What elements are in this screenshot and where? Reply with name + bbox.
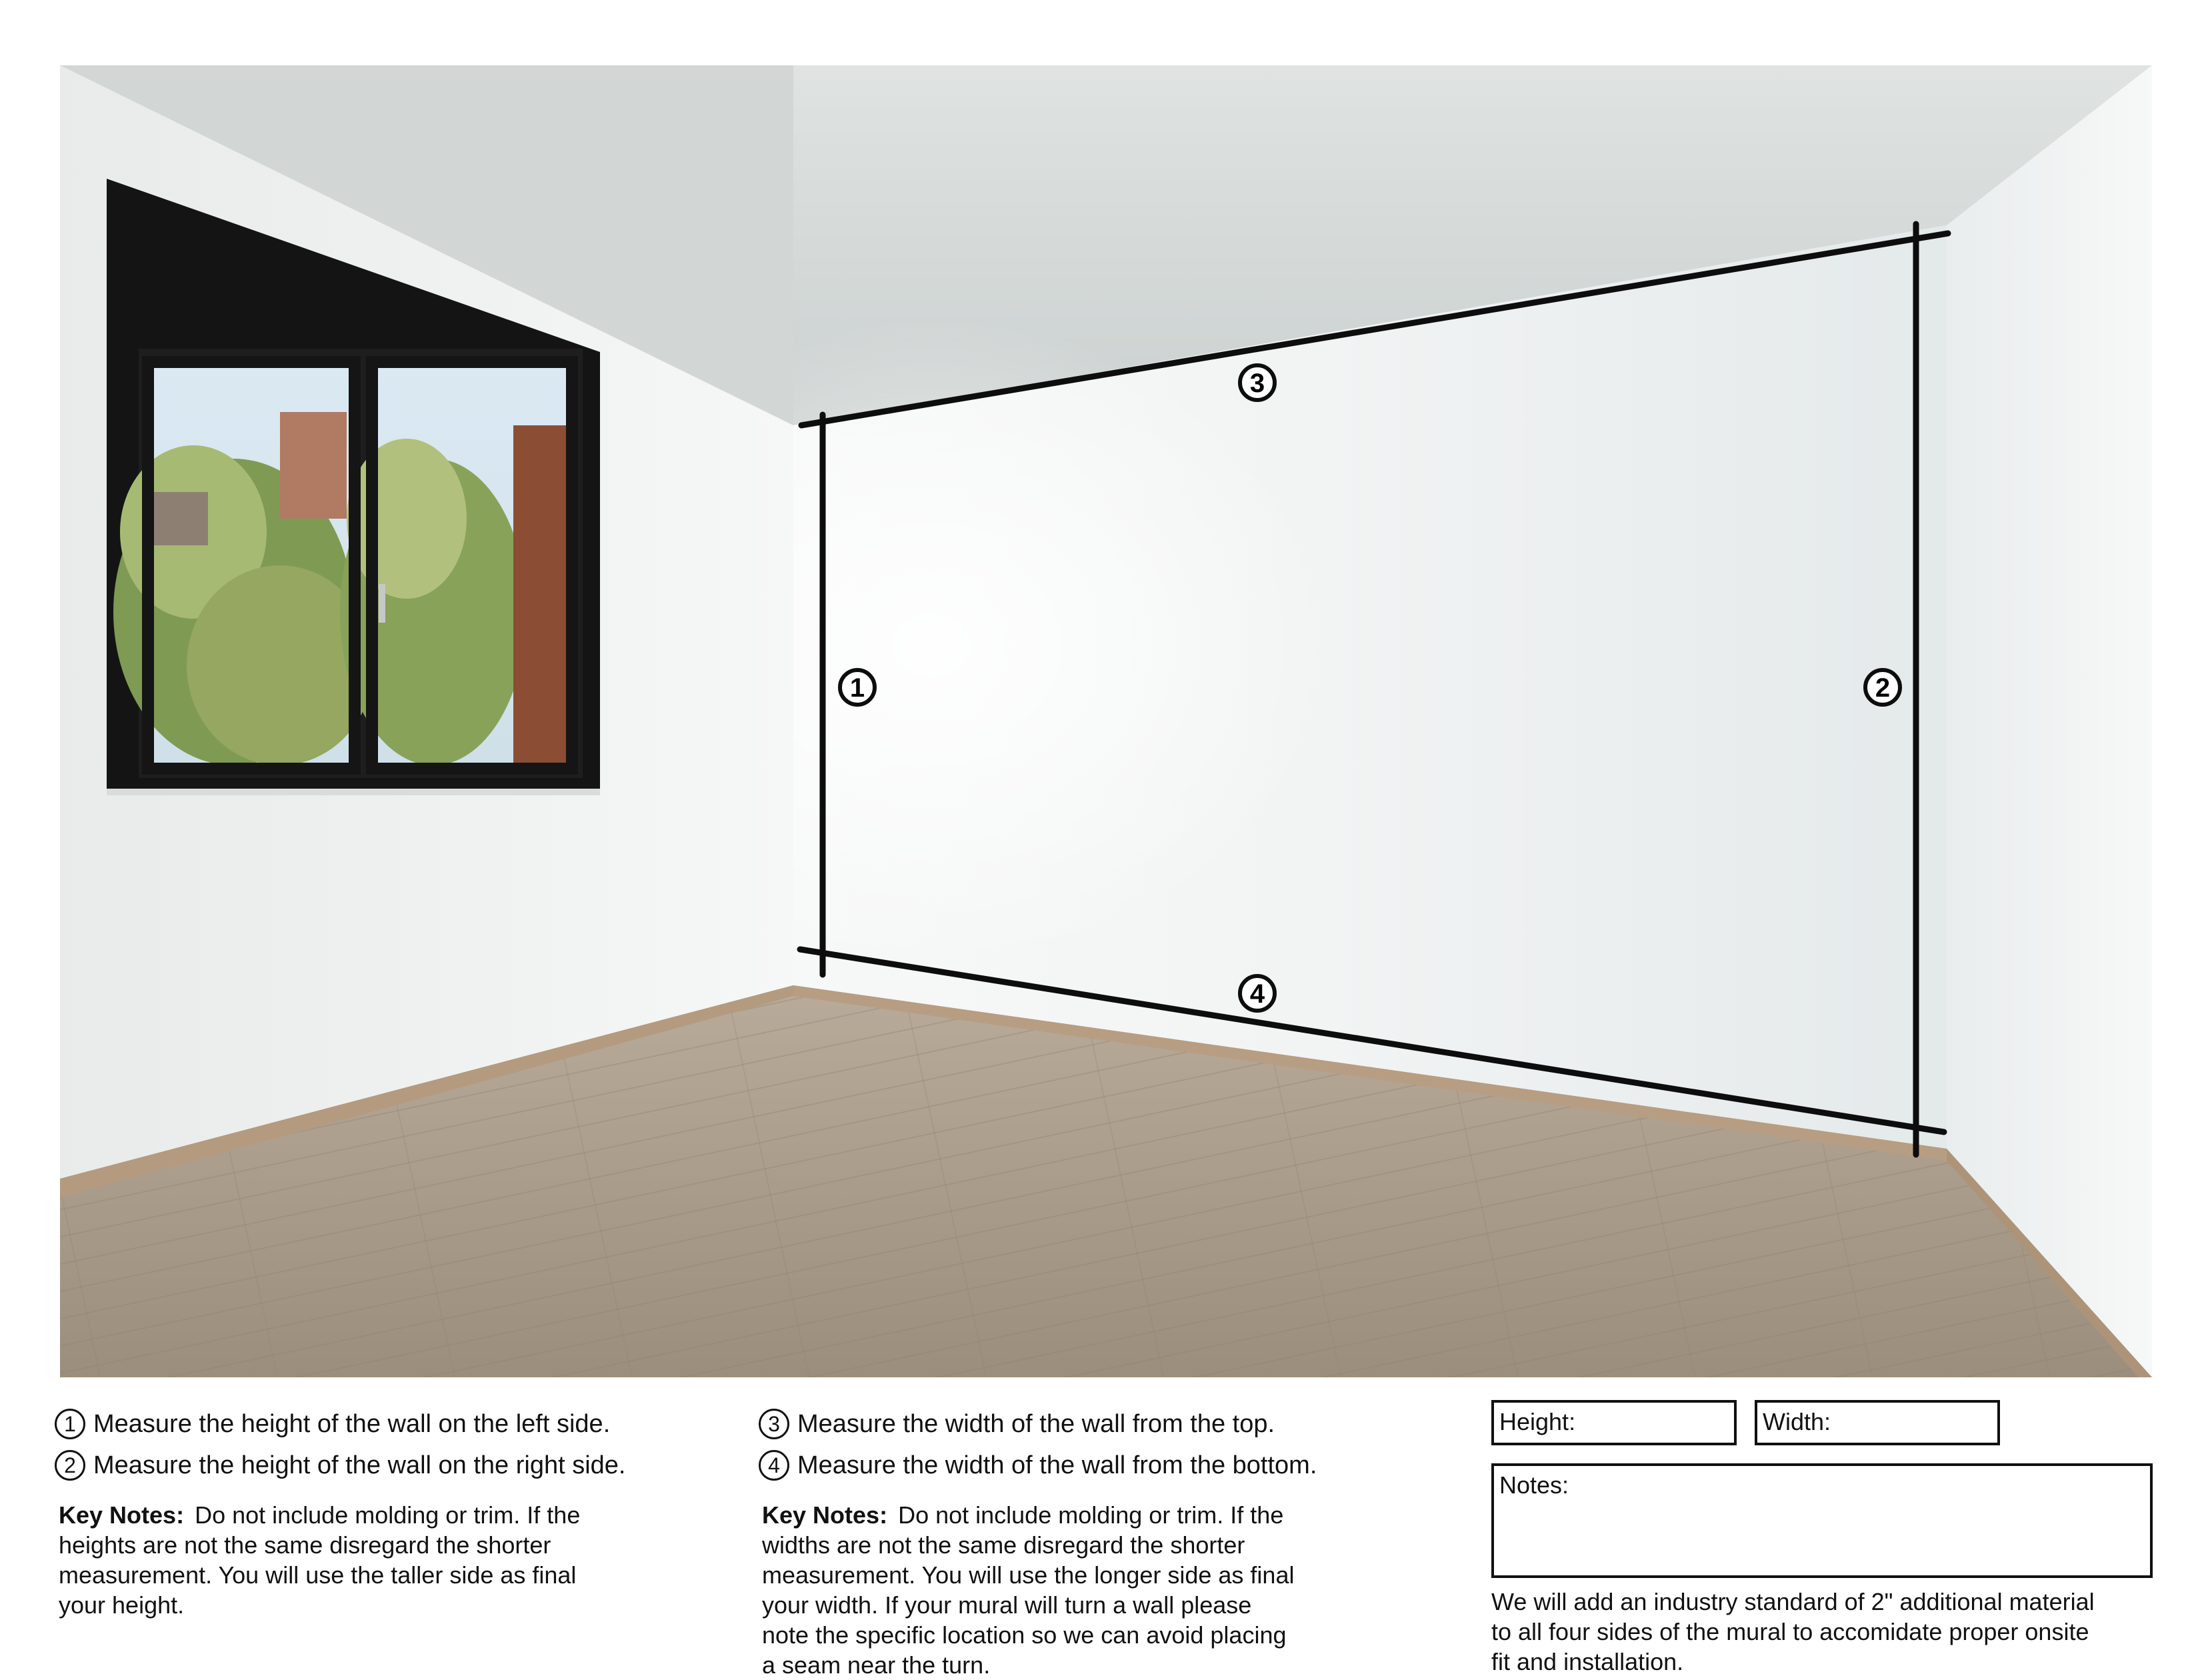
notes-field[interactable] [1491, 1463, 2153, 1578]
disclaimer-line-2: to all four sides of the mural to accomidate proper onsite [1491, 1618, 2089, 1645]
step-number-2: 2 [55, 1450, 85, 1481]
key-notes-middle [762, 1500, 1429, 1680]
key-notes-middle-line-2: widths are not the same disregard the shorter [762, 1531, 1245, 1559]
key-notes-left-label: Key Notes: [59, 1501, 185, 1529]
marker-1-label: 1 [849, 673, 865, 703]
step-number-3: 3 [759, 1409, 789, 1439]
disclaimer-line-1: We will add an industry standard of 2" additional material [1491, 1588, 2095, 1615]
height-field[interactable] [1491, 1400, 1737, 1445]
key-notes-middle-line-5: note the specific location so we can avoid placing [762, 1621, 1287, 1649]
height-label: Height: [1499, 1408, 1576, 1435]
marker-3-label: 3 [1249, 369, 1265, 398]
instruction-3-text: Measure the width of the wall from the top. [797, 1410, 1275, 1438]
instruction-4-text: Measure the width of the wall from the bottom. [797, 1451, 1317, 1479]
instructions-middle [759, 1403, 1317, 1486]
instruction-4 [759, 1445, 1317, 1486]
instruction-1 [55, 1403, 625, 1445]
key-notes-middle-line-4: your width. If your mural will turn a wall please [762, 1591, 1252, 1619]
instruction-2-text: Measure the height of the wall on the right side. [93, 1451, 626, 1479]
disclaimer-line-3: fit and installation. [1491, 1648, 1684, 1675]
key-notes-middle-line-1: Do not include molding or trim. If the [898, 1501, 1284, 1529]
marker-4-label: 4 [1249, 979, 1265, 1009]
key-notes-middle-line-6: a seam near the turn. [762, 1651, 991, 1679]
width-label: Width: [1763, 1408, 1831, 1435]
key-notes-left-line-1: Do not include molding or trim. If the [195, 1501, 581, 1529]
instruction-3 [759, 1403, 1317, 1445]
key-notes-left-line-3: measurement. You will use the taller side as final [59, 1561, 577, 1589]
step-number-1: 1 [55, 1409, 85, 1439]
key-notes-middle-line-3: measurement. You will use the longer side as final [762, 1561, 1295, 1589]
key-notes-left [59, 1500, 699, 1620]
room-photo [60, 65, 2152, 1377]
instruction-2 [55, 1445, 625, 1486]
width-field[interactable] [1755, 1400, 2000, 1445]
key-notes-middle-label: Key Notes: [762, 1501, 888, 1529]
disclaimer [1491, 1587, 2158, 1677]
notes-label: Notes: [1499, 1471, 1569, 1499]
instructions-left [55, 1403, 625, 1486]
key-notes-left-line-2: heights are not the same disregard the shorter [59, 1531, 551, 1559]
marker-2-label: 2 [1875, 673, 1891, 703]
instruction-1-text: Measure the height of the wall on the left side. [93, 1410, 611, 1438]
key-notes-left-line-4: your height. [59, 1591, 185, 1619]
step-number-4: 4 [759, 1450, 789, 1481]
